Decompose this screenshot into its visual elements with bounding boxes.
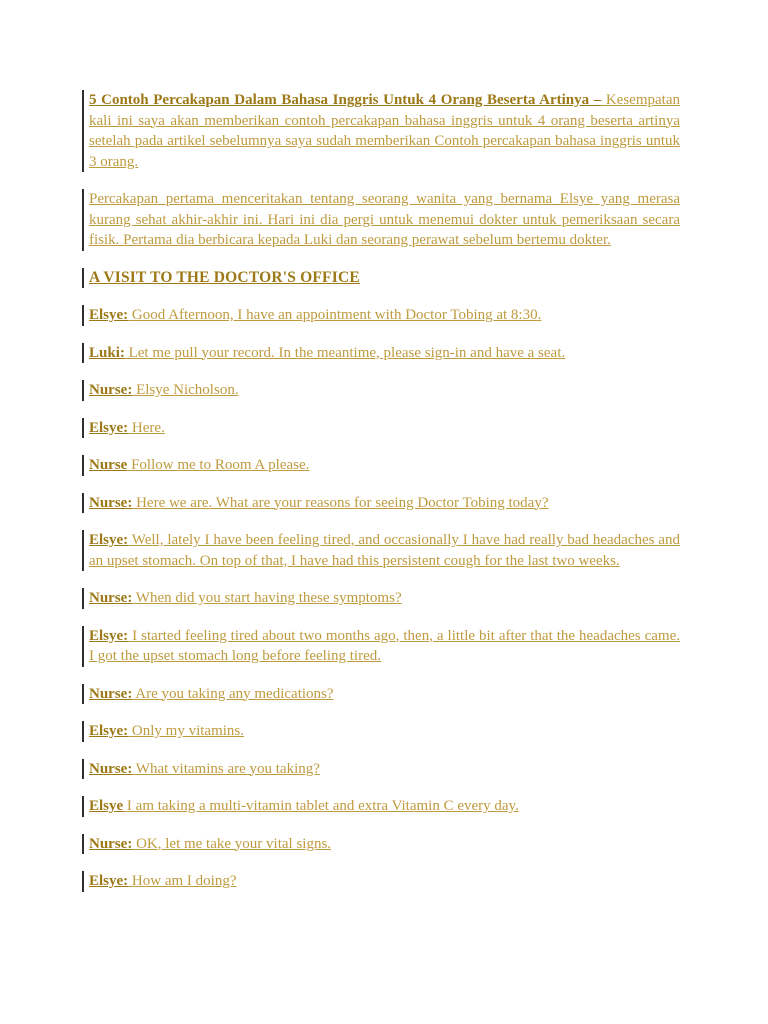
dialogue-text: Follow me to Room A please. [127, 457, 310, 473]
dialogue-text: Are you taking any medications? [132, 685, 334, 702]
dialogue-line [82, 834, 680, 855]
dialogue-text: Elsye Nicholson. [132, 382, 239, 398]
speaker-label: Nurse: [89, 382, 133, 398]
dialogue-line [82, 759, 680, 780]
dialogue-line [82, 455, 680, 476]
intro-paragraph-text: Kesempatan kali ini saya akan memberikan contoh percakapan bahasa inggris untuk 4 orang beserta artinya setelah pada artikel sebelumnya saya sudah memberikan Contoh percakapan bahasa inggris untuk 3 orang. [89, 92, 680, 170]
dialogue-text: Well, lately I have been feeling tired, and occasionally I have had really bad headaches and an upset stomach. On top of that, I have had this persistent cough for the last two weeks. [89, 532, 680, 569]
dialogue-text: OK, let me take your vital signs. [132, 835, 332, 852]
dialogue-line [82, 305, 680, 326]
dialogue-line [82, 626, 680, 667]
speaker-label: Elsye [89, 798, 124, 814]
section-heading-text: A VISIT TO THE DOCTOR'S OFFICE [89, 268, 360, 286]
speaker-label: Nurse: [89, 590, 133, 606]
intro-paragraph-bold-lead: 5 Contoh Percakapan Dalam Bahasa Inggris Untuk 4 Orang Beserta Artinya – [89, 92, 602, 108]
dialogue-text: How am I doing? [128, 873, 237, 889]
dialogue-line [82, 380, 680, 401]
dialogue-line [82, 530, 680, 571]
speaker-label: Nurse: [89, 835, 133, 852]
dialogue-text: Only my vitamins. [128, 723, 245, 739]
dialogue-line [82, 493, 680, 514]
dialogue-line [82, 796, 680, 817]
speaker-label: Elsye: [89, 419, 129, 436]
speaker-label: Luki: [89, 344, 125, 361]
speaker-label: Elsye: [89, 873, 129, 889]
speaker-label: Elsye: [89, 627, 129, 644]
speaker-label: Elsye: [89, 723, 129, 739]
dialogue-line [82, 684, 680, 705]
dialogue-text: I started feeling tired about two months ago, then, a little bit after that the headaches came. I got the upset stomach long before feeling tired. [89, 627, 680, 664]
dialogue-text: What vitamins are you taking? [132, 760, 320, 777]
speaker-label: Elsye: [89, 532, 129, 548]
dialogue-line [82, 343, 680, 364]
dialogue-text: I am taking a multi-vitamin tablet and extra Vitamin C every day. [123, 798, 519, 814]
dialogue-line [82, 588, 680, 609]
intro-paragraph [82, 90, 680, 172]
dialogue-text: When did you start having these symptoms? [132, 590, 402, 606]
intro-paragraph-text: Percakapan pertama menceritakan tentang seorang wanita yang bernama Elsye yang merasa kurang sehat akhir-akhir ini. Hari ini dia pergi untuk menemui dokter untuk pemeriksaan secara fisik. Pertama dia berbicara kepada Luki dan seorang perawat sebelum bertemu dokter. [89, 191, 680, 248]
speaker-label: Nurse [89, 457, 128, 473]
dialogue-line [82, 721, 680, 742]
dialogue-line [82, 871, 680, 892]
dialogue-text: Good Afternoon, I have an appointment with Doctor Tobing at 8:30. [128, 307, 542, 323]
speaker-label: Nurse: [89, 494, 133, 511]
section-heading [82, 268, 680, 289]
intro-paragraph [82, 189, 680, 251]
dialogue-text: Let me pull your record. In the meantime, please sign-in and have a seat. [124, 344, 566, 361]
speaker-label: Nurse: [89, 760, 133, 777]
speaker-label: Nurse: [89, 685, 133, 702]
speaker-label: Elsye: [89, 307, 129, 323]
dialogue-text: Here we are. What are your reasons for seeing Doctor Tobing today? [132, 494, 549, 511]
dialogue-text: Here. [128, 419, 165, 436]
dialogue-line [82, 418, 680, 439]
